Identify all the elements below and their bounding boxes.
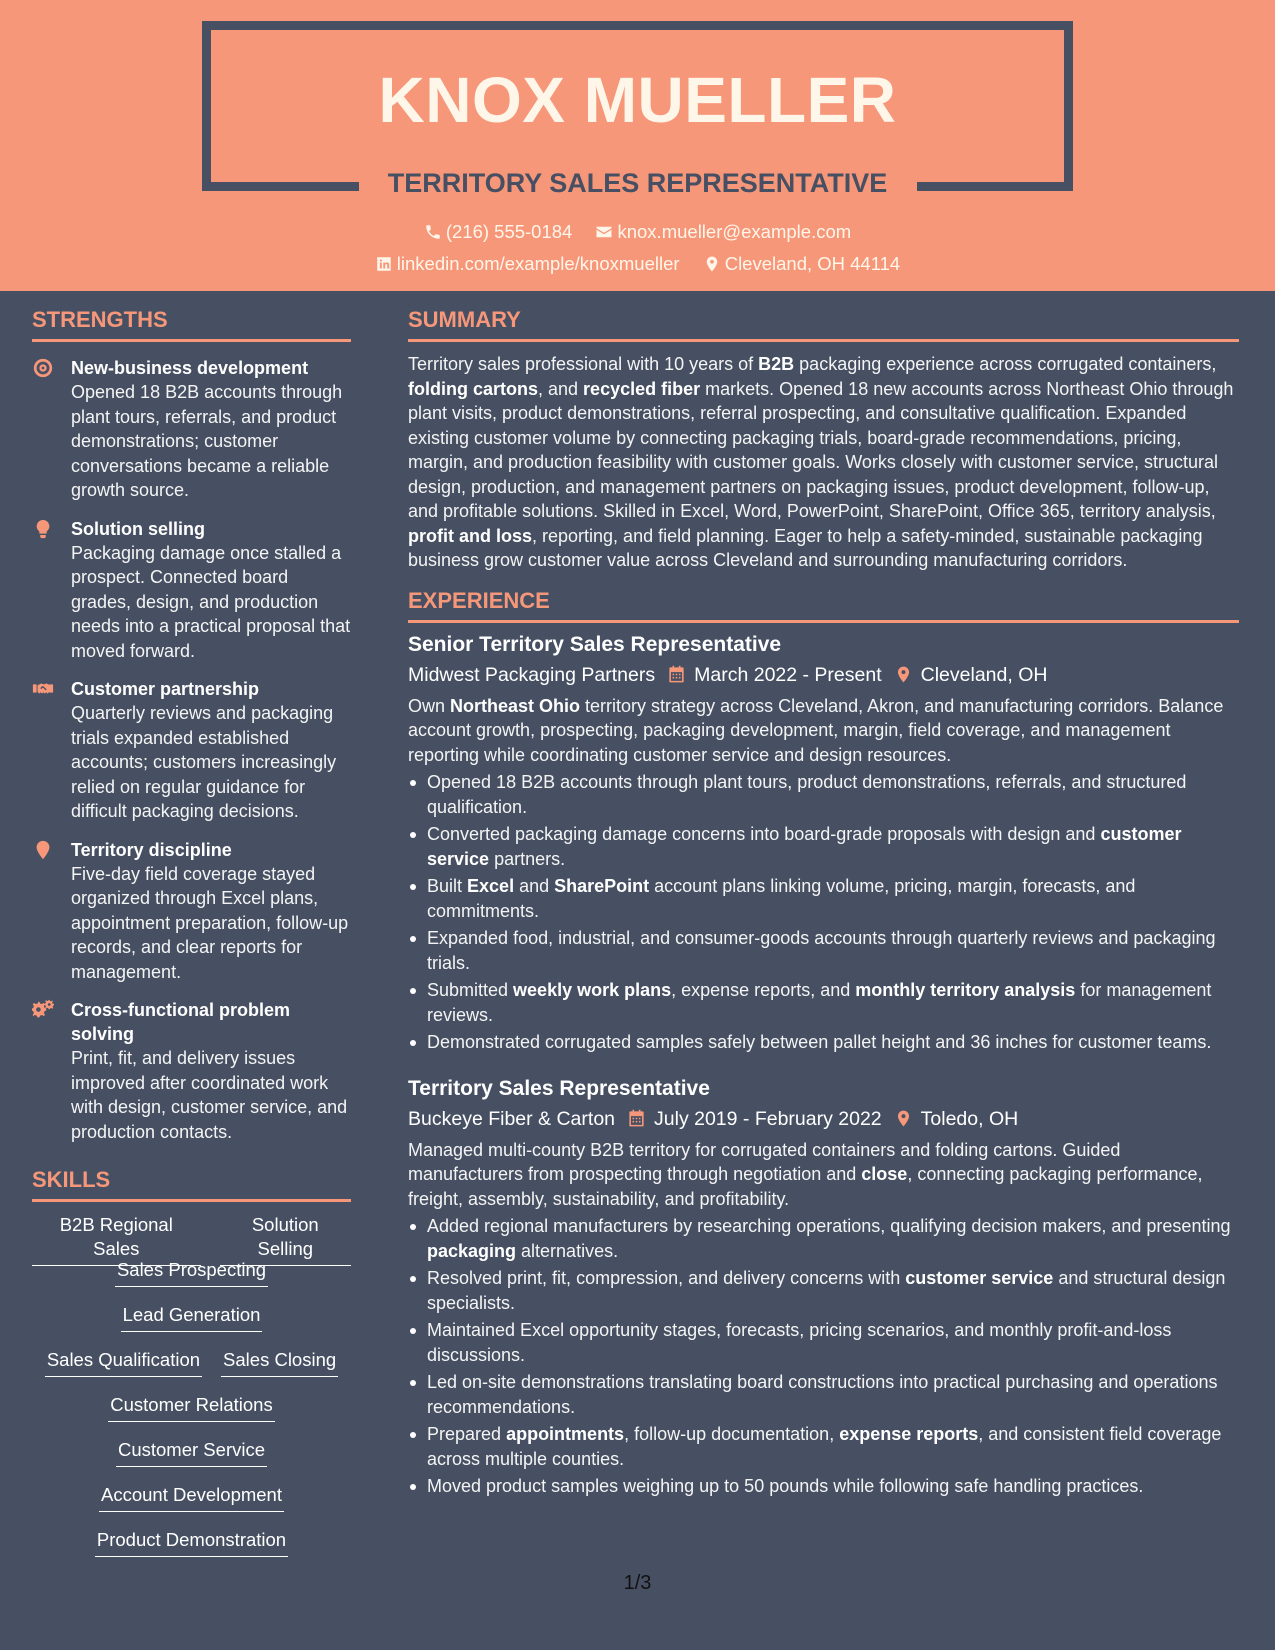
- skill-row: [32, 1300, 351, 1345]
- skill-row: [32, 1345, 351, 1390]
- text-run: Resolved print, fit, compression, and delivery concerns with: [427, 1268, 906, 1288]
- strength-title: Customer partnership: [71, 679, 260, 699]
- text-run: Added regional manufacturers by researching operations, qualifying decision makers, and presenting: [427, 1216, 1231, 1236]
- map-pin-icon: [32, 839, 54, 861]
- gears-icon: [32, 999, 54, 1021]
- emphasis-text: weekly work plans: [513, 980, 672, 1000]
- emphasis-text: profit and loss: [408, 525, 533, 546]
- skill-row: [32, 1390, 351, 1435]
- emphasis-text: appointments: [506, 1424, 625, 1444]
- job-bullet: [408, 1030, 1239, 1055]
- strength-body: Packaging damage once stalled a prospect. Connected board grades, design, and production needs into a practical proposal that moved forward.: [71, 542, 351, 661]
- job-bullets: [408, 1214, 1239, 1499]
- text-run: territory strategy across Cleveland, Akron, and manufacturing corridors. Balance account growth, prospecting, packaging development, margin, field coverage, and management reporting while coordinating customer service and design resources.: [408, 695, 1224, 765]
- skill-tag: Sales Closing: [221, 1348, 338, 1377]
- strength-body: Opened 18 B2B accounts through plant tours, referrals, and product demonstrations; customer conversations became a reliable growth source.: [71, 382, 343, 500]
- skill-row: [32, 1210, 351, 1259]
- text-run: , and consistent field coverage across multiple counties.: [427, 1424, 1222, 1469]
- job-bullet: [408, 770, 1239, 819]
- text-run: Demonstrated corrugated samples safely between pallet height and 36 inches for customer teams.: [427, 1032, 1212, 1052]
- text-run: Led on-site demonstrations translating board constructions into practical purchasing and operations recommendations.: [427, 1372, 1218, 1417]
- job-entry: [408, 1075, 1239, 1499]
- strength-item: [32, 517, 351, 664]
- location-contact: [703, 252, 901, 276]
- text-run: Territory sales professional with 10 years of: [408, 354, 759, 374]
- emphasis-text: B2B: [758, 354, 795, 374]
- text-run: account plans linking volume, pricing, margin, forecasts, and commitments.: [427, 876, 1136, 921]
- job-location: Toledo, OH: [920, 1107, 1019, 1130]
- summary-text: [408, 352, 1239, 573]
- emphasis-text: monthly territory analysis: [855, 980, 1076, 1000]
- job-company: Buckeye Fiber & Carton: [408, 1107, 616, 1130]
- skill-tag: Solution Selling: [220, 1213, 351, 1266]
- text-run: alternatives.: [516, 1240, 619, 1261]
- job-location: Cleveland, OH: [920, 663, 1048, 686]
- text-run: , follow-up documentation,: [624, 1424, 840, 1444]
- skill-tag: Sales Qualification: [45, 1348, 202, 1377]
- strengths-heading: STRENGTHS: [32, 307, 168, 332]
- skill-tag: Product Demonstration: [95, 1528, 288, 1557]
- map-marker-icon: [894, 665, 913, 684]
- job-entry: [408, 631, 1239, 1055]
- skills-divider: [32, 1199, 351, 1202]
- strength-body: Quarterly reviews and packaging trials expanded established accounts; customers increasingly relied on regular guidance for difficult packaging decisions.: [71, 703, 337, 821]
- job-title: Senior Territory Sales Representative: [408, 632, 782, 656]
- job-bullet: [408, 1214, 1239, 1263]
- job-description: [408, 1138, 1239, 1212]
- text-run: packaging experience across corrugated containers,: [794, 354, 1217, 374]
- text-run: , reporting, and field planning. Eager to help a safety-minded, sustainable packaging business grow customer value across Cleveland and surrounding manufacturing corridors.: [408, 525, 1203, 570]
- contact-row-2: [0, 252, 1275, 279]
- contact-row-1: [0, 220, 1275, 247]
- text-run: Expanded food, industrial, and consumer-goods accounts through quarterly reviews and packaging trials.: [427, 928, 1216, 973]
- text-run: partners.: [489, 848, 566, 869]
- linkedin-icon: [375, 255, 393, 273]
- job-description: [408, 694, 1239, 768]
- map-marker-icon: [703, 255, 721, 273]
- text-run: Managed multi-county B2B territory for corrugated containers and folding cartons. Guided manufacturers from prospecting through negotiation and: [408, 1139, 1121, 1184]
- strength-item: [32, 677, 351, 824]
- strength-item: [32, 998, 351, 1144]
- linkedin-contact[interactable]: [375, 252, 680, 276]
- job-bullet: [408, 874, 1239, 923]
- skill-tag: Account Development: [99, 1483, 284, 1512]
- phone-icon: [424, 223, 442, 241]
- skill-tag: B2B Regional Sales: [32, 1213, 201, 1266]
- phone-text: (216) 555-0184: [445, 221, 573, 242]
- email-text[interactable]: knox.mueller@example.com: [617, 221, 852, 242]
- job-bullet: [408, 1318, 1239, 1367]
- left-column: [32, 306, 351, 1570]
- text-run: and: [514, 876, 555, 896]
- strength-item: [32, 356, 351, 503]
- text-run: Prepared: [427, 1424, 507, 1444]
- text-run: Built: [427, 876, 468, 896]
- skill-tag: Customer Relations: [108, 1393, 274, 1422]
- emphasis-text: close: [861, 1164, 908, 1184]
- lightbulb-icon: [32, 518, 54, 540]
- skill-tag: Lead Generation: [121, 1303, 263, 1332]
- emphasis-text: SharePoint: [554, 876, 650, 896]
- strength-title: Solution selling: [71, 518, 205, 539]
- map-marker-icon: [894, 1109, 913, 1128]
- email-contact[interactable]: [595, 220, 851, 244]
- job-bullet: [408, 1422, 1239, 1471]
- right-column: [408, 306, 1239, 1499]
- job-meta: [408, 662, 1239, 688]
- skill-row: [32, 1525, 351, 1570]
- job-dates: July 2019 - February 2022: [654, 1107, 882, 1130]
- job-company: Midwest Packaging Partners: [408, 663, 656, 686]
- text-run: , connecting packaging performance, freight, assembly, sustainability, and profitability.: [408, 1164, 1203, 1209]
- job-bullets: [408, 770, 1239, 1055]
- text-run: Maintained Excel opportunity stages, forecasts, pricing scenarios, and monthly profit-and-loss discussions.: [427, 1320, 1172, 1365]
- skills-list: [32, 1210, 351, 1570]
- candidate-name: KNOX MUELLER: [378, 64, 897, 136]
- job-bullet: [408, 926, 1239, 975]
- emphasis-text: folding cartons: [408, 378, 538, 399]
- job-bullet: [408, 978, 1239, 1027]
- location-text: Cleveland, OH 44114: [724, 253, 901, 274]
- job-title: Territory Sales Representative: [408, 1076, 710, 1100]
- text-run: , expense reports, and: [671, 980, 856, 1000]
- skills-heading: SKILLS: [32, 1167, 111, 1192]
- text-run: and structural design specialists.: [427, 1268, 1226, 1313]
- emphasis-text: Excel: [467, 876, 515, 896]
- job-dates: March 2022 - Present: [694, 663, 882, 686]
- strength-title: Cross-functional problem solving: [71, 1000, 291, 1044]
- target-icon: [32, 357, 54, 379]
- strength-title: Territory discipline: [71, 839, 232, 860]
- text-run: for management reviews.: [427, 980, 1212, 1025]
- emphasis-text: recycled fiber: [583, 378, 701, 399]
- text-run: Submitted: [427, 980, 514, 1000]
- page-number: 1/3: [623, 1572, 652, 1594]
- calendar-icon: [667, 665, 686, 684]
- resume-header: [0, 0, 1275, 291]
- emphasis-text: expense reports: [839, 1424, 979, 1444]
- skill-tag: Sales Prospecting: [115, 1258, 268, 1287]
- linkedin-text[interactable]: linkedin.com/example/knoxmueller: [396, 253, 680, 274]
- emphasis-text: customer service: [905, 1268, 1054, 1288]
- summary-divider: [408, 339, 1239, 342]
- experience-heading: EXPERIENCE: [408, 587, 550, 613]
- experience-divider: [408, 620, 1239, 623]
- summary-heading: SUMMARY: [408, 307, 521, 332]
- emphasis-text: Northeast Ohio: [450, 695, 581, 716]
- text-run: , and: [538, 378, 584, 399]
- job-bullet: [408, 1474, 1239, 1499]
- job-meta: [408, 1106, 1239, 1132]
- envelope-icon: [595, 223, 613, 241]
- strength-body: Print, fit, and delivery issues improved after coordinated work with design, customer service, and production contacts.: [71, 1048, 348, 1142]
- text-run: Own: [408, 695, 451, 716]
- text-run: Opened 18 B2B accounts through plant tours, product demonstrations, referrals, and structured qualification.: [427, 772, 1187, 817]
- job-bullet: [408, 1370, 1239, 1419]
- emphasis-text: customer service: [427, 824, 1182, 869]
- job-bullet: [408, 1266, 1239, 1315]
- text-run: markets. Opened 18 new accounts across Northeast Ohio through plant visits, product demonstrations, referral prospecting, and consultative qualification. Expanded existing customer volume by connecting packaging trials, board-grade recommendations, pricing, margin, and production feasibility with customer goals. Works closely with customer service, structural design, production, and management partners on packaging issues, product development, follow-up, and profitable solutions. Skilled in Excel, Word, PowerPoint, SharePoint, Office 365, territory analysis,: [408, 378, 1234, 521]
- job-bullet: [408, 822, 1239, 871]
- handshake-icon: [32, 678, 54, 700]
- phone-contact: [424, 220, 573, 244]
- calendar-icon: [627, 1109, 646, 1128]
- skill-row: [32, 1480, 351, 1525]
- skill-tag: Customer Service: [116, 1438, 267, 1467]
- text-run: Converted packaging damage concerns into board-grade proposals with design and: [427, 824, 1101, 844]
- strength-item: [32, 838, 351, 985]
- emphasis-text: packaging: [427, 1240, 517, 1261]
- strengths-divider: [32, 339, 351, 342]
- candidate-title: TERRITORY SALES REPRESENTATIVE: [387, 168, 888, 198]
- strength-body: Five-day field coverage stayed organized through Excel plans, appointment preparation, follow-up records, and clear reports for management.: [71, 863, 349, 982]
- text-run: Moved product samples weighing up to 50 pounds while following safe handling practices.: [427, 1476, 1144, 1496]
- skill-row: [32, 1435, 351, 1480]
- strength-title: New-business development: [71, 358, 309, 378]
